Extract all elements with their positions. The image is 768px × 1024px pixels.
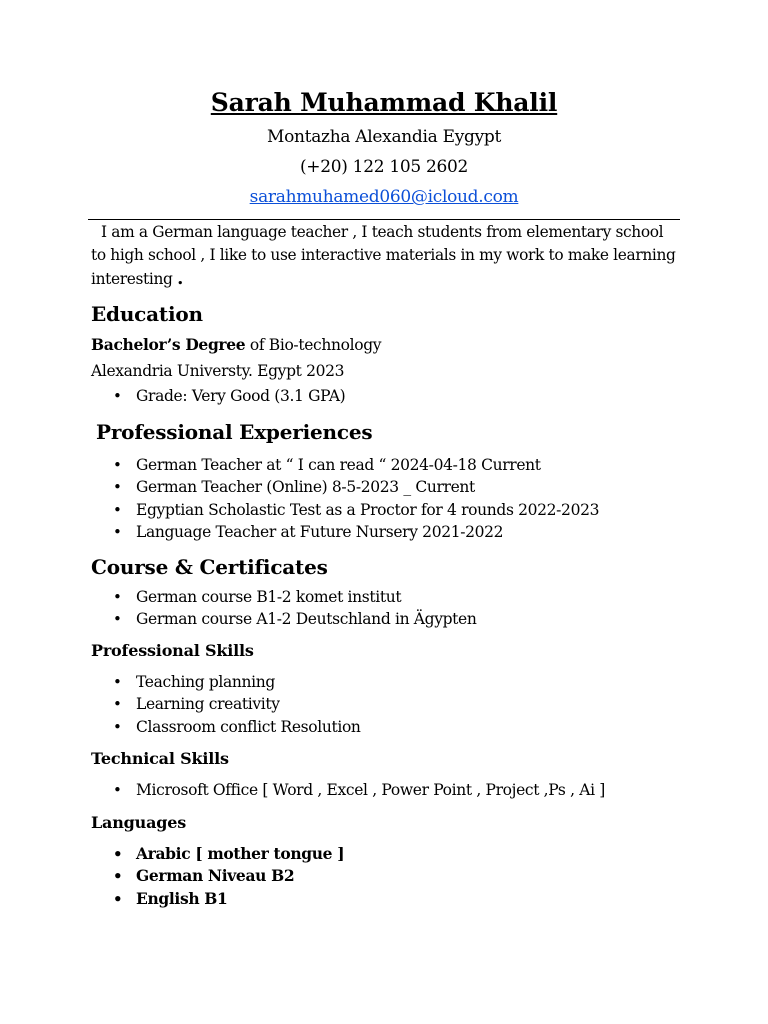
languages-heading: Languages	[91, 812, 187, 832]
languages-section	[91, 811, 681, 911]
education-list	[91, 385, 681, 408]
bullet-icon: •	[113, 455, 122, 474]
resume-body	[91, 221, 681, 910]
candidate-name: Sarah Muhammad Khalil	[210, 88, 558, 117]
address: Montazha Alexandia Eygypt	[266, 127, 502, 147]
list-item: • German Teacher (Online) 8-5-2023 _ Current	[91, 476, 681, 499]
email-line	[0, 182, 768, 212]
summary-paragraph	[91, 221, 681, 291]
list-item: • Arabic [ mother tongue ]	[91, 843, 681, 866]
bullet-icon: •	[113, 387, 122, 405]
experience-list	[91, 454, 681, 544]
bullet-icon: •	[113, 587, 122, 606]
degree-field: of Bio-technology	[245, 336, 382, 354]
list-item: • English B1	[91, 888, 681, 911]
bullet-icon: •	[113, 672, 122, 691]
list-item: • Learning creativity	[91, 693, 681, 716]
resume-header	[0, 86, 768, 212]
list-item: • Teaching planning	[91, 671, 681, 694]
bullet-icon: •	[113, 523, 122, 541]
bullet-icon: •	[113, 781, 122, 799]
list-item: • German course A1-2 Deutschland in Ägypten	[91, 608, 681, 631]
header-divider	[88, 219, 680, 220]
degree-title: Bachelor’s Degree	[91, 335, 246, 354]
education-section	[91, 299, 681, 408]
bullet-icon: •	[113, 500, 122, 519]
technical-skills-section	[91, 747, 681, 802]
experience-heading: Professional Experiences	[96, 419, 373, 444]
bullet-icon: •	[113, 478, 122, 496]
summary-text: I am a German language teacher , I teach students from elementary school to high school , I like to use interactive materials in my work to make learning interesting	[91, 223, 676, 288]
bullet-icon: •	[113, 695, 122, 713]
list-item: • German Teacher at “ I can read “ 2024-04-18 Current	[91, 454, 681, 477]
list-item: • Microsoft Office [ Word , Excel , Power Point , Project ,Ps , Ai ]	[91, 779, 681, 802]
list-item: • Grade: Very Good (3.1 GPA)	[91, 385, 681, 408]
phone-number: (+20) 122 105 2602	[299, 157, 469, 177]
courses-section	[91, 552, 681, 631]
list-item: • Egyptian Scholastic Test as a Proctor for 4 rounds 2022-2023	[91, 499, 681, 522]
professional-skills-heading: Professional Skills	[91, 640, 254, 660]
courses-heading: Course & Certificates	[91, 554, 328, 579]
experience-section	[96, 417, 681, 447]
bullet-icon: •	[113, 610, 122, 628]
bullet-icon: •	[113, 867, 123, 885]
education-heading: Education	[91, 302, 203, 326]
professional-skills-list	[91, 671, 681, 739]
languages-list	[91, 843, 681, 911]
email-link[interactable]: sarahmuhamed060@icloud.com	[249, 187, 519, 207]
bullet-icon: •	[113, 717, 122, 736]
institution-line: Alexandria Universty. Egypt 2023	[91, 362, 345, 380]
bullet-icon: •	[113, 889, 123, 908]
bullet-icon: •	[113, 844, 123, 863]
professional-skills-section	[91, 639, 681, 739]
technical-skills-list	[91, 779, 681, 802]
technical-skills-heading: Technical Skills	[91, 749, 229, 768]
list-item: • German Niveau B2	[91, 865, 681, 888]
list-item: • Classroom conflict Resolution	[91, 716, 681, 739]
list-item: • Language Teacher at Future Nursery 2021-2022	[91, 521, 681, 544]
degree-line	[91, 332, 681, 358]
courses-list	[91, 586, 681, 631]
list-item: • German course B1-2 komet institut	[91, 586, 681, 609]
summary-end-mark: .	[177, 268, 183, 289]
